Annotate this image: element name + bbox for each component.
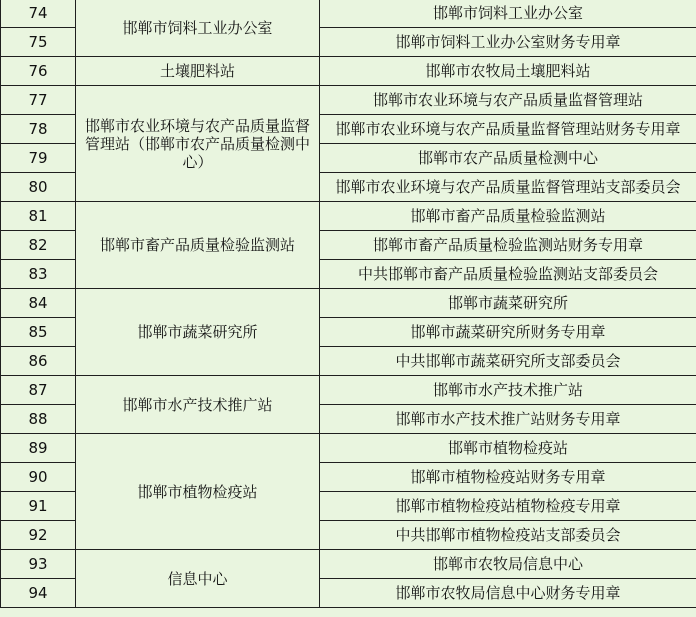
row-number: 87 <box>1 376 76 405</box>
row-number: 75 <box>1 28 76 57</box>
table-row <box>1 289 696 318</box>
unit-name: 邯郸市水产技术推广站 <box>76 376 320 434</box>
seal-name: 邯郸市农牧局信息中心财务专用章 <box>320 579 696 608</box>
row-number: 82 <box>1 231 76 260</box>
unit-name: 邯郸市蔬菜研究所 <box>76 289 320 376</box>
table-row <box>1 0 696 28</box>
row-number: 94 <box>1 579 76 608</box>
seal-name: 邯郸市水产技术推广站 <box>320 376 696 405</box>
seal-name: 中共邯郸市畜产品质量检验监测站支部委员会 <box>320 260 696 289</box>
unit-name: 邯郸市饲料工业办公室 <box>76 0 320 57</box>
unit-name: 土壤肥料站 <box>76 57 320 86</box>
row-number: 77 <box>1 86 76 115</box>
seal-name: 中共邯郸市蔬菜研究所支部委员会 <box>320 347 696 376</box>
seal-name: 邯郸市农产品质量检测中心 <box>320 144 696 173</box>
row-number: 88 <box>1 405 76 434</box>
row-number: 92 <box>1 521 76 550</box>
unit-name: 邯郸市畜产品质量检验监测站 <box>76 202 320 289</box>
row-number: 86 <box>1 347 76 376</box>
row-number: 81 <box>1 202 76 231</box>
row-number: 80 <box>1 173 76 202</box>
seal-name: 邯郸市畜产品质量检验监测站财务专用章 <box>320 231 696 260</box>
seal-name: 邯郸市植物检疫站财务专用章 <box>320 463 696 492</box>
seal-name: 邯郸市农牧局信息中心 <box>320 550 696 579</box>
row-number: 76 <box>1 57 76 86</box>
table-row <box>1 202 696 231</box>
row-number: 83 <box>1 260 76 289</box>
row-number: 74 <box>1 0 76 28</box>
seal-name: 邯郸市农业环境与农产品质量监督管理站财务专用章 <box>320 115 696 144</box>
seal-name: 邯郸市饲料工业办公室财务专用章 <box>320 28 696 57</box>
seal-name: 邯郸市饲料工业办公室 <box>320 0 696 28</box>
seal-name: 中共邯郸市植物检疫站支部委员会 <box>320 521 696 550</box>
unit-name: 邯郸市农业环境与农产品质量监督管理站（邯郸市农产品质量检测中心） <box>76 86 320 202</box>
seal-name: 邯郸市蔬菜研究所 <box>320 289 696 318</box>
seal-name: 邯郸市农业环境与农产品质量监督管理站 <box>320 86 696 115</box>
row-number: 79 <box>1 144 76 173</box>
seal-name: 邯郸市蔬菜研究所财务专用章 <box>320 318 696 347</box>
row-number: 89 <box>1 434 76 463</box>
row-number: 91 <box>1 492 76 521</box>
row-number: 84 <box>1 289 76 318</box>
seal-name: 邯郸市植物检疫站 <box>320 434 696 463</box>
row-number: 90 <box>1 463 76 492</box>
unit-name: 邯郸市植物检疫站 <box>76 434 320 550</box>
table-row <box>1 434 696 463</box>
seal-name: 邯郸市农牧局土壤肥料站 <box>320 57 696 86</box>
seal-name: 邯郸市水产技术推广站财务专用章 <box>320 405 696 434</box>
table-row <box>1 86 696 115</box>
seal-name: 邯郸市畜产品质量检验监测站 <box>320 202 696 231</box>
seal-name: 邯郸市植物检疫站植物检疫专用章 <box>320 492 696 521</box>
seal-name: 邯郸市农业环境与农产品质量监督管理站支部委员会 <box>320 173 696 202</box>
row-number: 93 <box>1 550 76 579</box>
table-row <box>1 550 696 579</box>
row-number: 85 <box>1 318 76 347</box>
row-number: 78 <box>1 115 76 144</box>
unit-name: 信息中心 <box>76 550 320 608</box>
table-row <box>1 376 696 405</box>
table-row <box>1 57 696 86</box>
